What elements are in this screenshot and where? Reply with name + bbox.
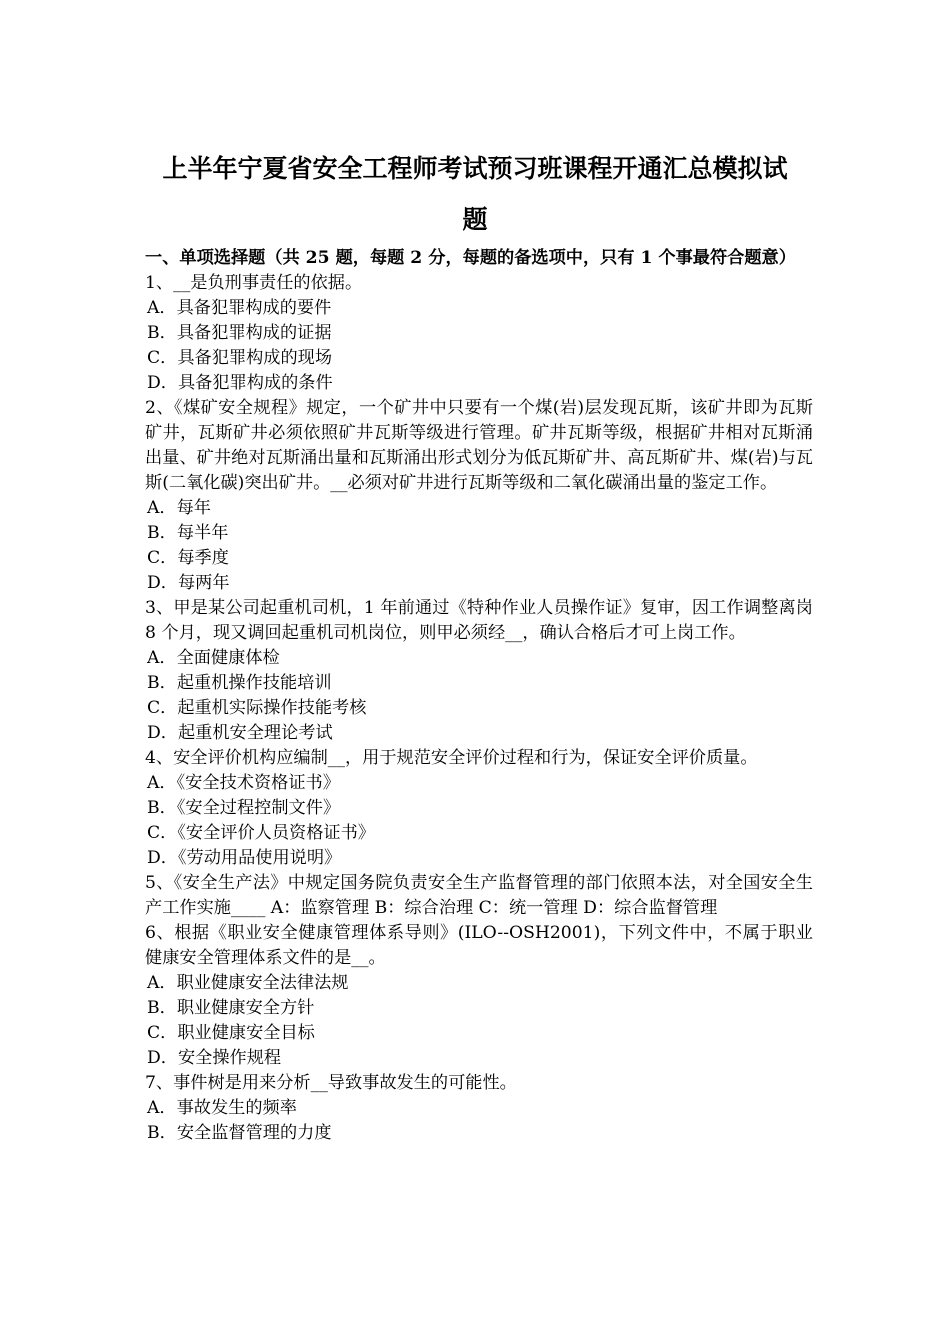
question-text: 7、事件树是用来分析__导致事故发生的可能性。 <box>145 1073 517 1093</box>
option-c: C．每季度 <box>147 548 229 568</box>
document-body <box>145 246 813 1146</box>
question-2 <box>145 396 813 596</box>
option-a: A．具备犯罪构成的要件 <box>147 298 332 318</box>
option-d: D．每两年 <box>147 573 230 593</box>
option-c: C．具备犯罪构成的现场 <box>147 348 333 368</box>
option-c: C．《安全评价人员资格证书》 <box>147 823 375 843</box>
document-title-line-1: 上半年宁夏省安全工程师考试预习班课程开通汇总模拟试 <box>162 154 788 183</box>
option-d: D．安全操作规程 <box>147 1048 282 1068</box>
question-1 <box>145 271 813 396</box>
question-3 <box>145 596 813 746</box>
question-text: 4、安全评价机构应编制__，用于规范安全评价过程和行为，保证安全评价质量。 <box>145 748 758 768</box>
question-5 <box>145 871 813 921</box>
section-heading: 一、单项选择题（共 25 题，每题 2 分，每题的备选项中，只有 1 个事最符合题意） <box>145 248 796 268</box>
option-d: D．起重机安全理论考试 <box>147 723 333 743</box>
option-d: D．具备犯罪构成的条件 <box>147 373 333 393</box>
option-c: C．职业健康安全目标 <box>147 1023 315 1043</box>
option-b: B．安全监督管理的力度 <box>147 1123 332 1143</box>
question-text: 5、《安全生产法》中规定国务院负责安全生产监督管理的部门依照本法，对全国安全生产工作实施____ A：监察管理 B：综合治理 C：统一管理 D：综合监督管理 <box>145 873 813 918</box>
option-b: B．起重机操作技能培训 <box>147 673 332 693</box>
option-b: B．具备犯罪构成的证据 <box>147 323 332 343</box>
document-title-line-2: 题 <box>462 205 488 234</box>
option-b: B．《安全过程控制文件》 <box>147 798 341 818</box>
option-a: A．全面健康体检 <box>147 648 280 668</box>
option-c: C．起重机实际操作技能考核 <box>147 698 367 718</box>
option-a: A．事故发生的频率 <box>147 1098 297 1118</box>
question-7 <box>145 1071 813 1146</box>
option-b: B．每半年 <box>147 523 229 543</box>
option-a: A．《安全技术资格证书》 <box>147 773 340 793</box>
option-a: A．每年 <box>147 498 211 518</box>
option-d: D．《劳动用品使用说明》 <box>147 848 342 868</box>
question-text: 1、__是负刑事责任的依据。 <box>145 273 363 293</box>
option-b: B．职业健康安全方针 <box>147 998 315 1018</box>
question-text: 2、《煤矿安全规程》规定，一个矿井中只要有一个煤(岩)层发现瓦斯，该矿井即为瓦斯矿井，瓦斯矿井必须依照矿井瓦斯等级进行管理。矿井瓦斯等级，根据矿井相对瓦斯涌出量、矿井绝对瓦斯涌出量和瓦斯涌出形式划分为低瓦斯矿井、高瓦斯矿井、煤(岩)与瓦斯(二氧化碳)突出矿井。__必须对矿井进行瓦斯等级和二氧化碳涌出量的鉴定工作。 <box>145 398 813 493</box>
question-text: 3、甲是某公司起重机司机，1 年前通过《特种作业人员操作证》复审，因工作调整离岗 8 个月，现又调回起重机司机岗位，则甲必须经__，确认合格后才可上岗工作。 <box>145 598 813 643</box>
option-a: A．职业健康安全法律法规 <box>147 973 349 993</box>
question-4 <box>145 746 813 871</box>
question-text: 6、根据《职业安全健康管理体系导则》(ILO--OSH2001)，下列文件中，不属于职业健康安全管理体系文件的是__。 <box>145 923 813 968</box>
question-6 <box>145 921 813 1071</box>
